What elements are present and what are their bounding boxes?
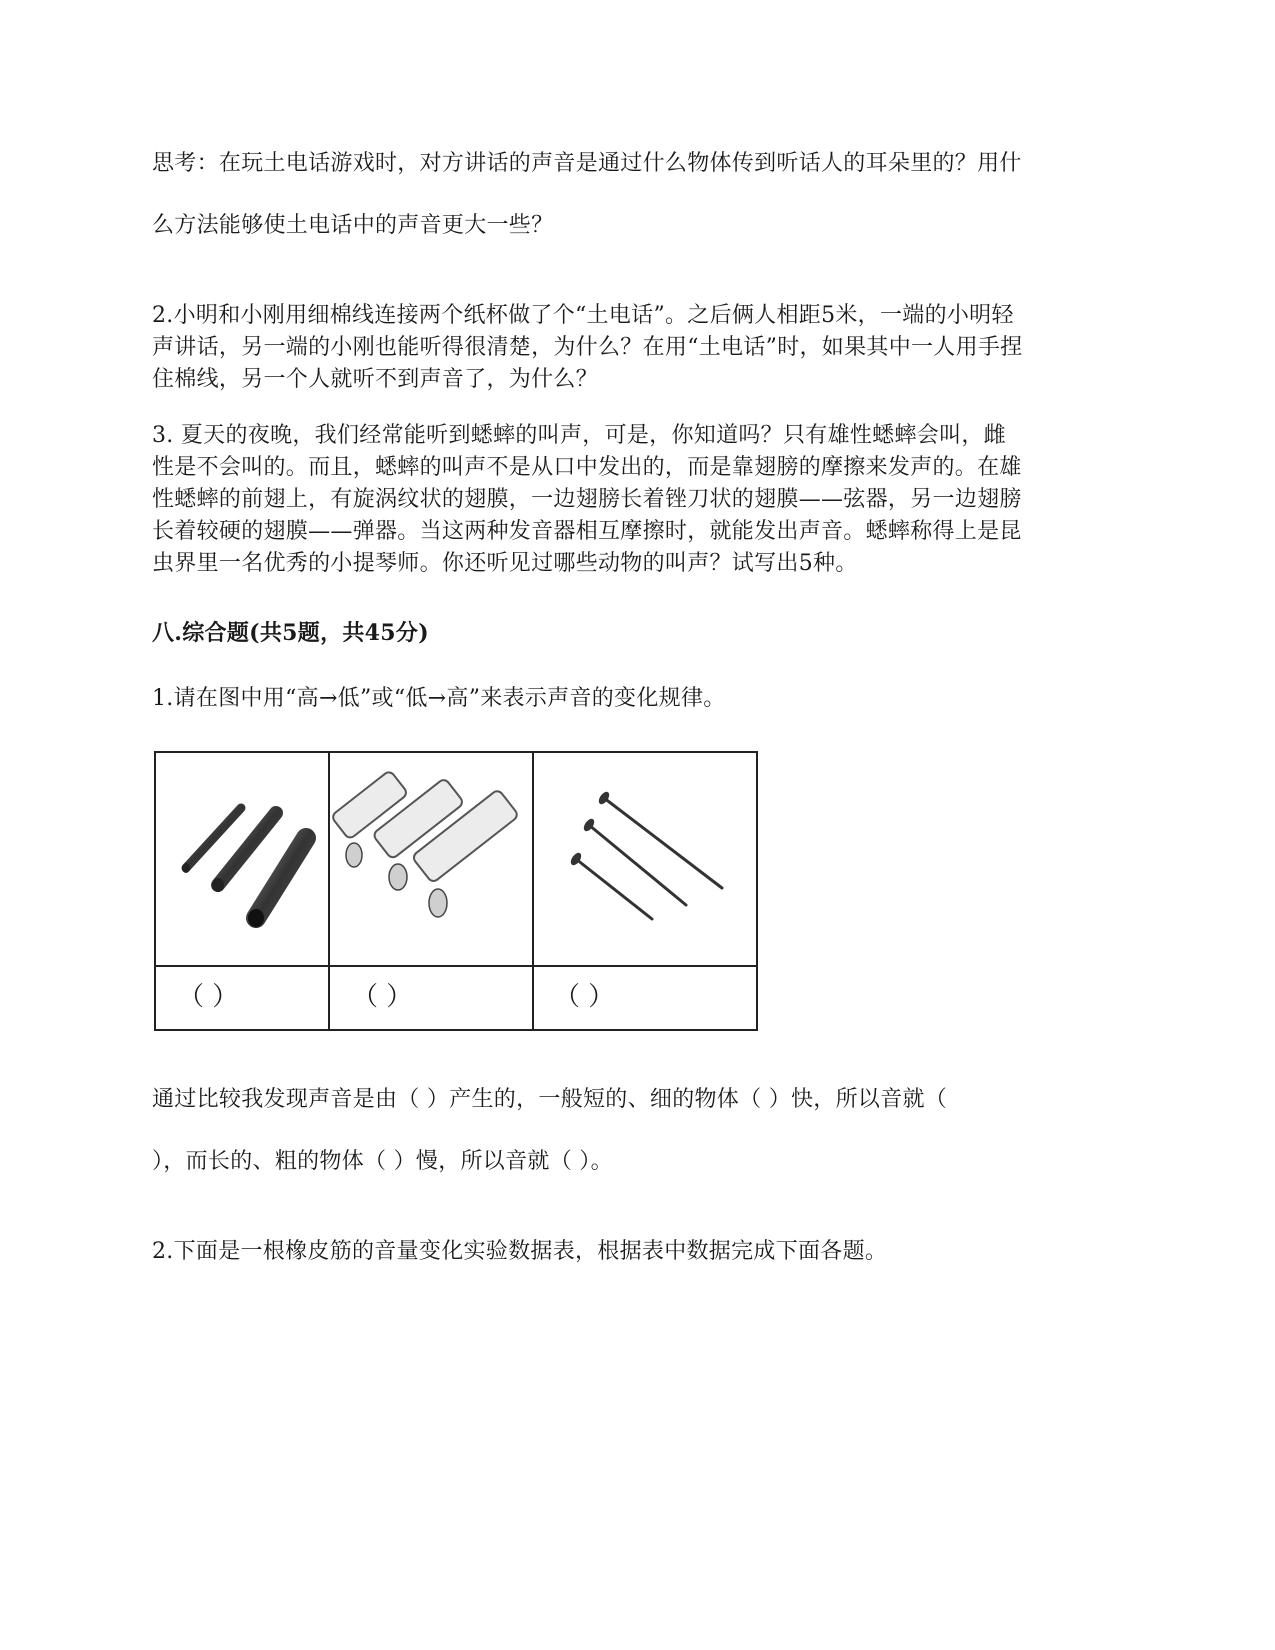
sound-pitch-figure — [154, 751, 758, 1031]
answer-blank-2[interactable]: （ ） — [352, 982, 413, 1012]
think-question-line-1: 思考：在玩土电话游戏时，对方讲话的声音是通过什么物体传到听话人的耳朵里的？用什 — [152, 151, 1022, 176]
answer-blank-3[interactable]: （ ） — [554, 982, 615, 1012]
q3-line-1: 3. 夏天的夜晚，我们经常能听到蟋蟀的叫声，可是，你知道吗？只有雄性蟋蟀会叫，雌 — [152, 423, 1006, 448]
figure-row-divider — [156, 965, 756, 967]
q3-line-5: 虫界里一名优秀的小提琴师。你还听见过哪些动物的叫声？试写出5种。 — [152, 551, 858, 576]
think-question-line-2: 么方法能够使土电话中的声音更大一些？ — [152, 213, 554, 238]
q3-line-4: 长着较硬的翅膜——弹器。当这两种发音器相互摩擦时，就能发出声音。蟋蟀称得上是昆 — [152, 519, 1022, 544]
s8-q2-prompt: 2.下面是一根橡皮筋的音量变化实验数据表，根据表中数据完成下面各题。 — [152, 1239, 888, 1264]
paper-tubes-icon — [330, 753, 532, 965]
fill-in-line-2: ），而长的、粗的物体（ ）慢，所以音就（ ）。 — [152, 1149, 613, 1174]
q3-line-2: 性是不会叫的。而且，蟋蟀的叫声不是从口中发出的，而是靠翅膀的摩擦来发声的。在雄 — [152, 455, 1022, 480]
q2-line-3: 住棉线，另一个人就听不到声音了，为什么？ — [152, 367, 599, 392]
q3-line-3: 性蟋蟀的前翅上，有旋涡纹状的翅膜，一边翅膀长着锉刀状的翅膜——弦器，另一边翅膀 — [152, 487, 1022, 512]
q2-line-2: 声讲话，另一端的小刚也能听得很清楚，为什么？在用“土电话”时，如果其中一人用手捏 — [152, 335, 1023, 360]
section-heading: 八.综合题(共5题，共45分) — [152, 620, 429, 646]
s8-q1-prompt: 1.请在图中用“高→低”或“低→高”来表示声音的变化规律。 — [152, 686, 726, 711]
fill-in-line-1: 通过比较我发现声音是由（ ）产生的，一般短的、细的物体（ ）快，所以音就（ — [152, 1087, 948, 1112]
q2-line-1: 2.小明和小刚用细棉线连接两个纸杯做了个“土电话”。之后俩人相距5米，一端的小明轻 — [152, 303, 1014, 328]
nails-icon — [534, 753, 758, 965]
metal-tubes-icon — [156, 753, 328, 965]
answer-blank-1[interactable]: （ ） — [178, 982, 239, 1012]
